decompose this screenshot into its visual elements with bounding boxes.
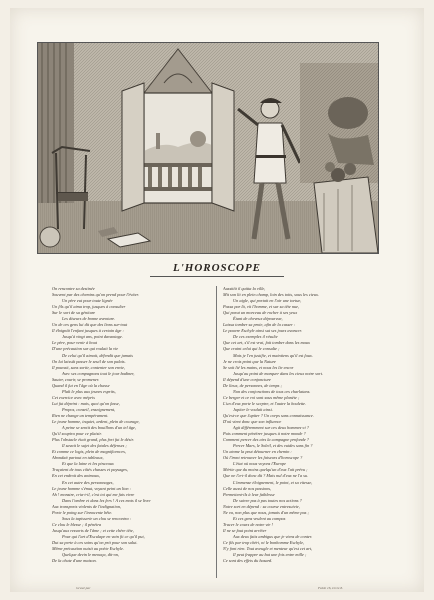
poem-line: De suivre pas à pas toutes nos actions ? <box>233 497 302 503</box>
title-rule <box>150 276 284 277</box>
poem-line: Ah ! monstre, cria-t-il, c'est toi qui me fais vivre <box>52 491 135 497</box>
poem-line: A peine se sentit des bouillons d'un tel âge, <box>62 425 136 431</box>
poem-line: Mérite que du moins quelqu'un d'eux l'ait prévu ; <box>223 467 308 473</box>
poem-line: Un atome la peut détourner en chemin : <box>223 449 292 455</box>
poem-line: Qu'est-ce que Jupiter ? Un corps sans connaissance. <box>223 412 314 418</box>
poem-line: Propos, conseil, enseignement, <box>62 406 116 412</box>
poem-line: Non des conjonctions de tous ces charlatans. <box>233 388 311 394</box>
poem-line: Agit différemment sur ces deux hommes-ci ? <box>233 425 309 431</box>
poem-line: L'un d'eux porte le sceptre, et l'autre la houlette. <box>223 400 307 406</box>
poem-line: Que ne l'a-t-il donc dit ? Mais nul d'eux ne l'a su. <box>223 473 309 479</box>
poem-line: Avec ses compagnons tout le jour badiner, <box>62 370 135 376</box>
poem-line: Le pauvre Eschyle ainsi sut ses jours avancer. <box>223 328 302 334</box>
poem-line: On rencontre sa destinée <box>52 286 95 291</box>
poem-line: L'immense éloignement, le point, et sa vitesse, <box>233 479 313 485</box>
poem-line: Étant de cheveux dépourvue, <box>233 316 283 322</box>
poem-line: Le père, pour venir à bout <box>52 340 97 346</box>
poem-line: Laissa tomber sa proie, afin de la casser : <box>223 322 296 328</box>
poem-line: De la chute d'une maison. <box>52 558 97 564</box>
poem-line: Abondait partout en tableaux, <box>52 455 104 461</box>
footer-fable-ref: Fable 16, Livre 8. <box>318 586 344 590</box>
poem-line: De ces exemples il résulte <box>233 334 278 340</box>
poem-line: Il éloignât l'enfant jusques à certain âge : <box>52 328 124 334</box>
poem-line: Mais je l'en justifie, et maintiens qu'il est faux. <box>233 352 313 358</box>
poem-line: Aux deux faits ambigus que je viens de conter. <box>233 533 313 539</box>
poem-line: Et que la laine et les pinceaux <box>62 461 114 467</box>
poem-line: Le jeune homme s'émut, voyant peint un lion : <box>52 485 132 491</box>
poem-line: Sur le sort de sa géniture <box>52 310 96 316</box>
poem-line: Ce berger et ce roi sont sous même planète ; <box>223 394 300 400</box>
poem-line: Souvent par des chemins qu'on prend pour l'éviter. <box>52 292 139 298</box>
poem-line: Les diseurs de bonne aventure. <box>62 316 116 322</box>
poem-line: En cet autre des personnages, <box>62 479 114 485</box>
engraving-scene <box>38 43 378 253</box>
poem-line: D'une précaution sur qui roulait la vie <box>52 346 119 352</box>
poem-line: Quelque devin le menaça, dit-on, <box>62 552 120 558</box>
poem-line: De celui qu'il aimait, défendit que jamais <box>62 352 133 358</box>
poem-line: Cet exercice avec mépris <box>52 394 95 400</box>
poem-line: Porte le poing sur l'innocente bête. <box>52 509 113 515</box>
poem-line: Jusqu'aux ressorts de l'âme ; et cette chère tête, <box>52 527 134 533</box>
poem-line: Ne va, non plus que nous, jamais d'un même pas ; <box>223 509 309 515</box>
poem-line: Traçaient de tous côtés chasses et paysages, <box>52 467 129 473</box>
poem-line: Qu'il soupira pour ce plaisir. <box>52 431 102 437</box>
poem-line: Jusqu'à vingt ans, point davantage. <box>62 334 123 340</box>
poem-line: On lui laissât passer le seuil de son palais. <box>52 358 126 364</box>
poem-line: Lui fut dépeint : mais, quoi qu'on fasse, <box>52 400 120 406</box>
poem-right-column <box>223 286 383 564</box>
poem-line: Percer Mars, le Soleil, et des vuides sans fin ? <box>233 443 313 449</box>
poem-line: Il ne se faut point arrêter <box>223 527 267 533</box>
poem-line: Plaît le plus aux jeunes esprits, <box>62 388 116 394</box>
footer-engraver: Gravé par <box>76 586 91 590</box>
poem-line: Qui parut un morceau de rocher à ses yeux <box>223 310 298 316</box>
poem-line: Un de ces gens lui dit que des lions sur-tout <box>52 322 128 328</box>
poem-line: Un père eut pour toute lignée <box>62 298 113 304</box>
engraving-illustration <box>37 42 379 254</box>
poem-line: Ce sont des effets du hasard. <box>223 558 273 564</box>
poem-line: Même précaution nuisit au poète Eschyle. <box>52 546 125 552</box>
poem-line: Que craint celui qui le consulte ; <box>223 346 280 352</box>
poem-line: Jupiter le voulait ainsi. <box>233 406 273 412</box>
poem-line: De lieux, de personnes, de temps ; <box>223 382 282 388</box>
poem-line: Ce fils par trop chéri, ni le bonhomme Eschyle, <box>223 539 305 545</box>
poem-line: Quand il fut en l'âge où la chasse <box>52 382 110 388</box>
poem-left-column <box>52 286 212 564</box>
plate-title: L'HOROSCOPE <box>172 262 261 274</box>
poem-line: Aussitôt il quitta la ville, <box>223 286 266 291</box>
poem-line: Dut sa perte à ces soins qu'on prit pour son salut. <box>52 539 138 545</box>
poem-line: D'où vient donc que son influence <box>223 419 282 425</box>
poem-line: Un fils qu'il aima trop, jusques à consulter <box>52 304 126 310</box>
poem-line: Sauter, courir, se promener. <box>52 376 100 382</box>
poem-line: Celle aussi de nos passions, <box>223 485 272 491</box>
poem-line: Se soit lié les mains, et nous les lie encor <box>223 364 294 370</box>
poem-line: Sous la tapisserie un clou se rencontra : <box>62 515 132 521</box>
poem-line: Et ces gens veulent au compas <box>233 515 286 521</box>
poem-line: Il peut frapper au but une fois entre mille ; <box>233 552 307 558</box>
poem-line: En cet endroit des animaux, <box>52 473 100 479</box>
poem-line: Comment percer des airs la campagne profonde ? <box>223 437 309 443</box>
poem-line: Puis comment pénétrer jusques à notre monde ? <box>223 431 306 437</box>
poem-line: Ce clou le blesse ; il pénétra <box>52 521 102 527</box>
poem-line: Il dépend d'une conjoncture <box>223 376 271 382</box>
poem-line: Notre sort en dépend : sa course entresuivie, <box>223 503 300 509</box>
poem-line: Un aigle, qui portait en l'air une tortue, <box>233 298 302 304</box>
poem-line: Tracer le cours de notre vie ! <box>223 521 273 527</box>
poem-line: Et comme ce logis, plein de magnificences, <box>52 449 126 455</box>
poem-line: Je ne crois point que la Nature <box>223 358 276 364</box>
poem-line: Où l'iront retrouver les faiseurs d'horoscope ? <box>223 455 303 461</box>
poem-line: Permettent-ils à leur faiblesse <box>223 491 275 497</box>
poem-line: L'état où nous voyons l'Europe <box>233 461 286 467</box>
poem-line: Le jeune homme, inquiet, ardent, plein de courage, <box>52 419 140 425</box>
poem-line: Il pouvait, sans sortir, contenter son envie, <box>52 364 126 370</box>
poem-line: N'y font rien. Tout aveugle et menteur qu'est cet art, <box>223 546 313 552</box>
poem-line: Rien ne change un tempérament. <box>52 412 109 418</box>
poem-line: Plus l'obstacle était grand, plus fort fut le désir. <box>52 437 134 443</box>
poem-line: Pour qui l'art d'Esculape en vain fit ce qu'il put, <box>62 533 145 539</box>
poem-line: Il savait le sujet des fatales défenses ; <box>62 443 127 449</box>
poem-line: Aux transports violents de l'indignation, <box>52 503 122 509</box>
poem-line: Mit son lit en plein champ, loin des toits, sous les cieux. <box>223 292 319 298</box>
poem-line: Dans l'ombre et dans les fers ! A ces mots il se livre <box>62 497 151 503</box>
poem-line: Que cet art, s'il est vrai, fait tomber dans les maux <box>223 340 310 346</box>
column-divider <box>216 286 217 578</box>
poem-line: Jusqu'au point de marquer dans les cieux notre sort. <box>233 370 323 376</box>
poem-line: Passa par là, vit l'homme, et sur sa tête nue, <box>223 304 300 310</box>
